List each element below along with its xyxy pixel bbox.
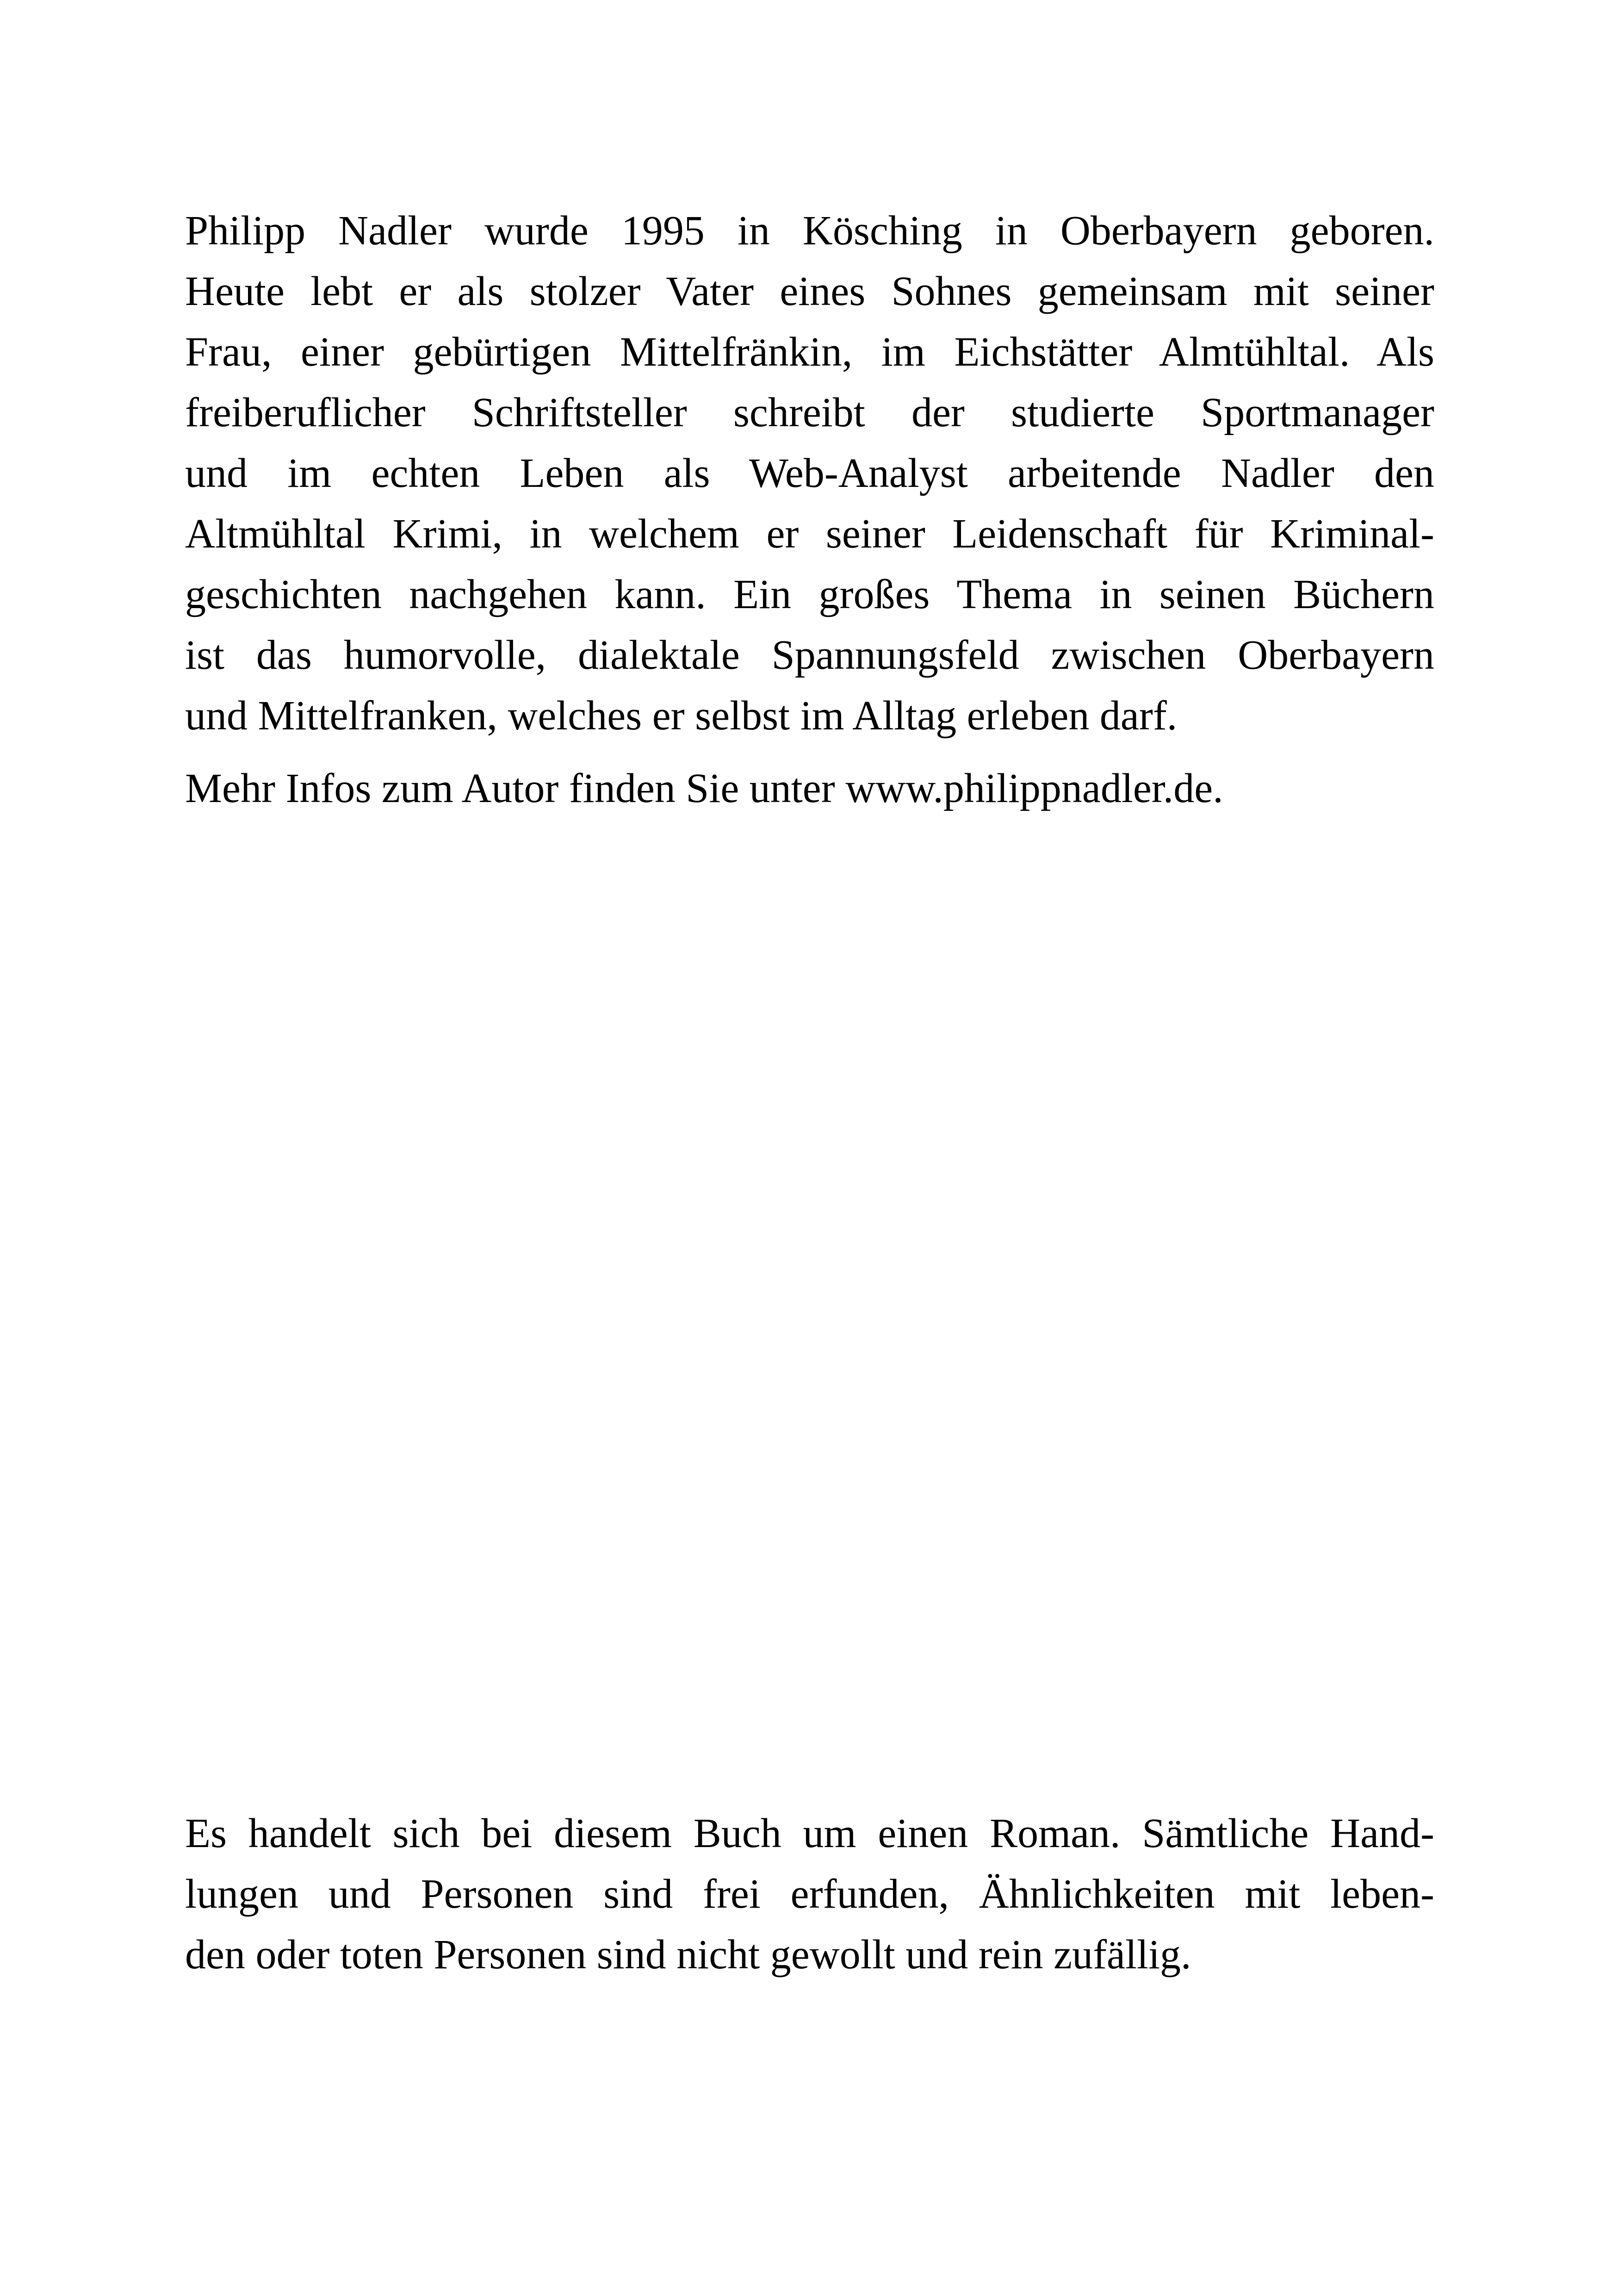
author-bio-paragraph bbox=[185, 200, 1434, 746]
disclaimer-line: den oder toten Personen sind nicht gewollt und rein zufällig. bbox=[185, 1932, 1191, 1978]
bio-line: und Mittelfranken, welches er selbst im Alltag erleben darf. bbox=[185, 693, 1178, 739]
bio-line: ist das humorvolle, dialektale Spannungsfeld zwischen Oberbayern bbox=[185, 632, 1434, 678]
bio-line: freiberuflicher Schriftsteller schreibt der studierte Sportmanager bbox=[185, 390, 1434, 436]
bio-line: geschichten nachgehen kann. Ein großes Thema in seinen Büchern bbox=[185, 572, 1434, 617]
bio-line: Heute lebt er als stolzer Vater eines Sohnes gemeinsam mit seiner bbox=[185, 268, 1434, 314]
bio-line: Altmühltal Krimi, in welchem er seiner Leidenschaft für Kriminal- bbox=[185, 511, 1434, 557]
bio-line: und im echten Leben als Web-Analyst arbeitende Nadler den bbox=[185, 450, 1434, 496]
bio-line: Philipp Nadler wurde 1995 in Kösching in Oberbayern geboren. bbox=[185, 208, 1434, 254]
more-info-paragraph bbox=[185, 758, 1434, 819]
disclaimer-paragraph bbox=[185, 1803, 1434, 1985]
more-info-text: Mehr Infos zum Autor finden Sie unter www.philippnadler.de. bbox=[185, 765, 1223, 811]
bio-line: Frau, einer gebürtigen Mittelfränkin, im Eichstätter Almtühltal. Als bbox=[185, 329, 1434, 375]
disclaimer-line: lungen und Personen sind frei erfunden, Ähnlichkeiten mit leben- bbox=[185, 1871, 1434, 1917]
disclaimer-line: Es handelt sich bei diesem Buch um einen Roman. Sämtliche Hand- bbox=[185, 1811, 1434, 1856]
